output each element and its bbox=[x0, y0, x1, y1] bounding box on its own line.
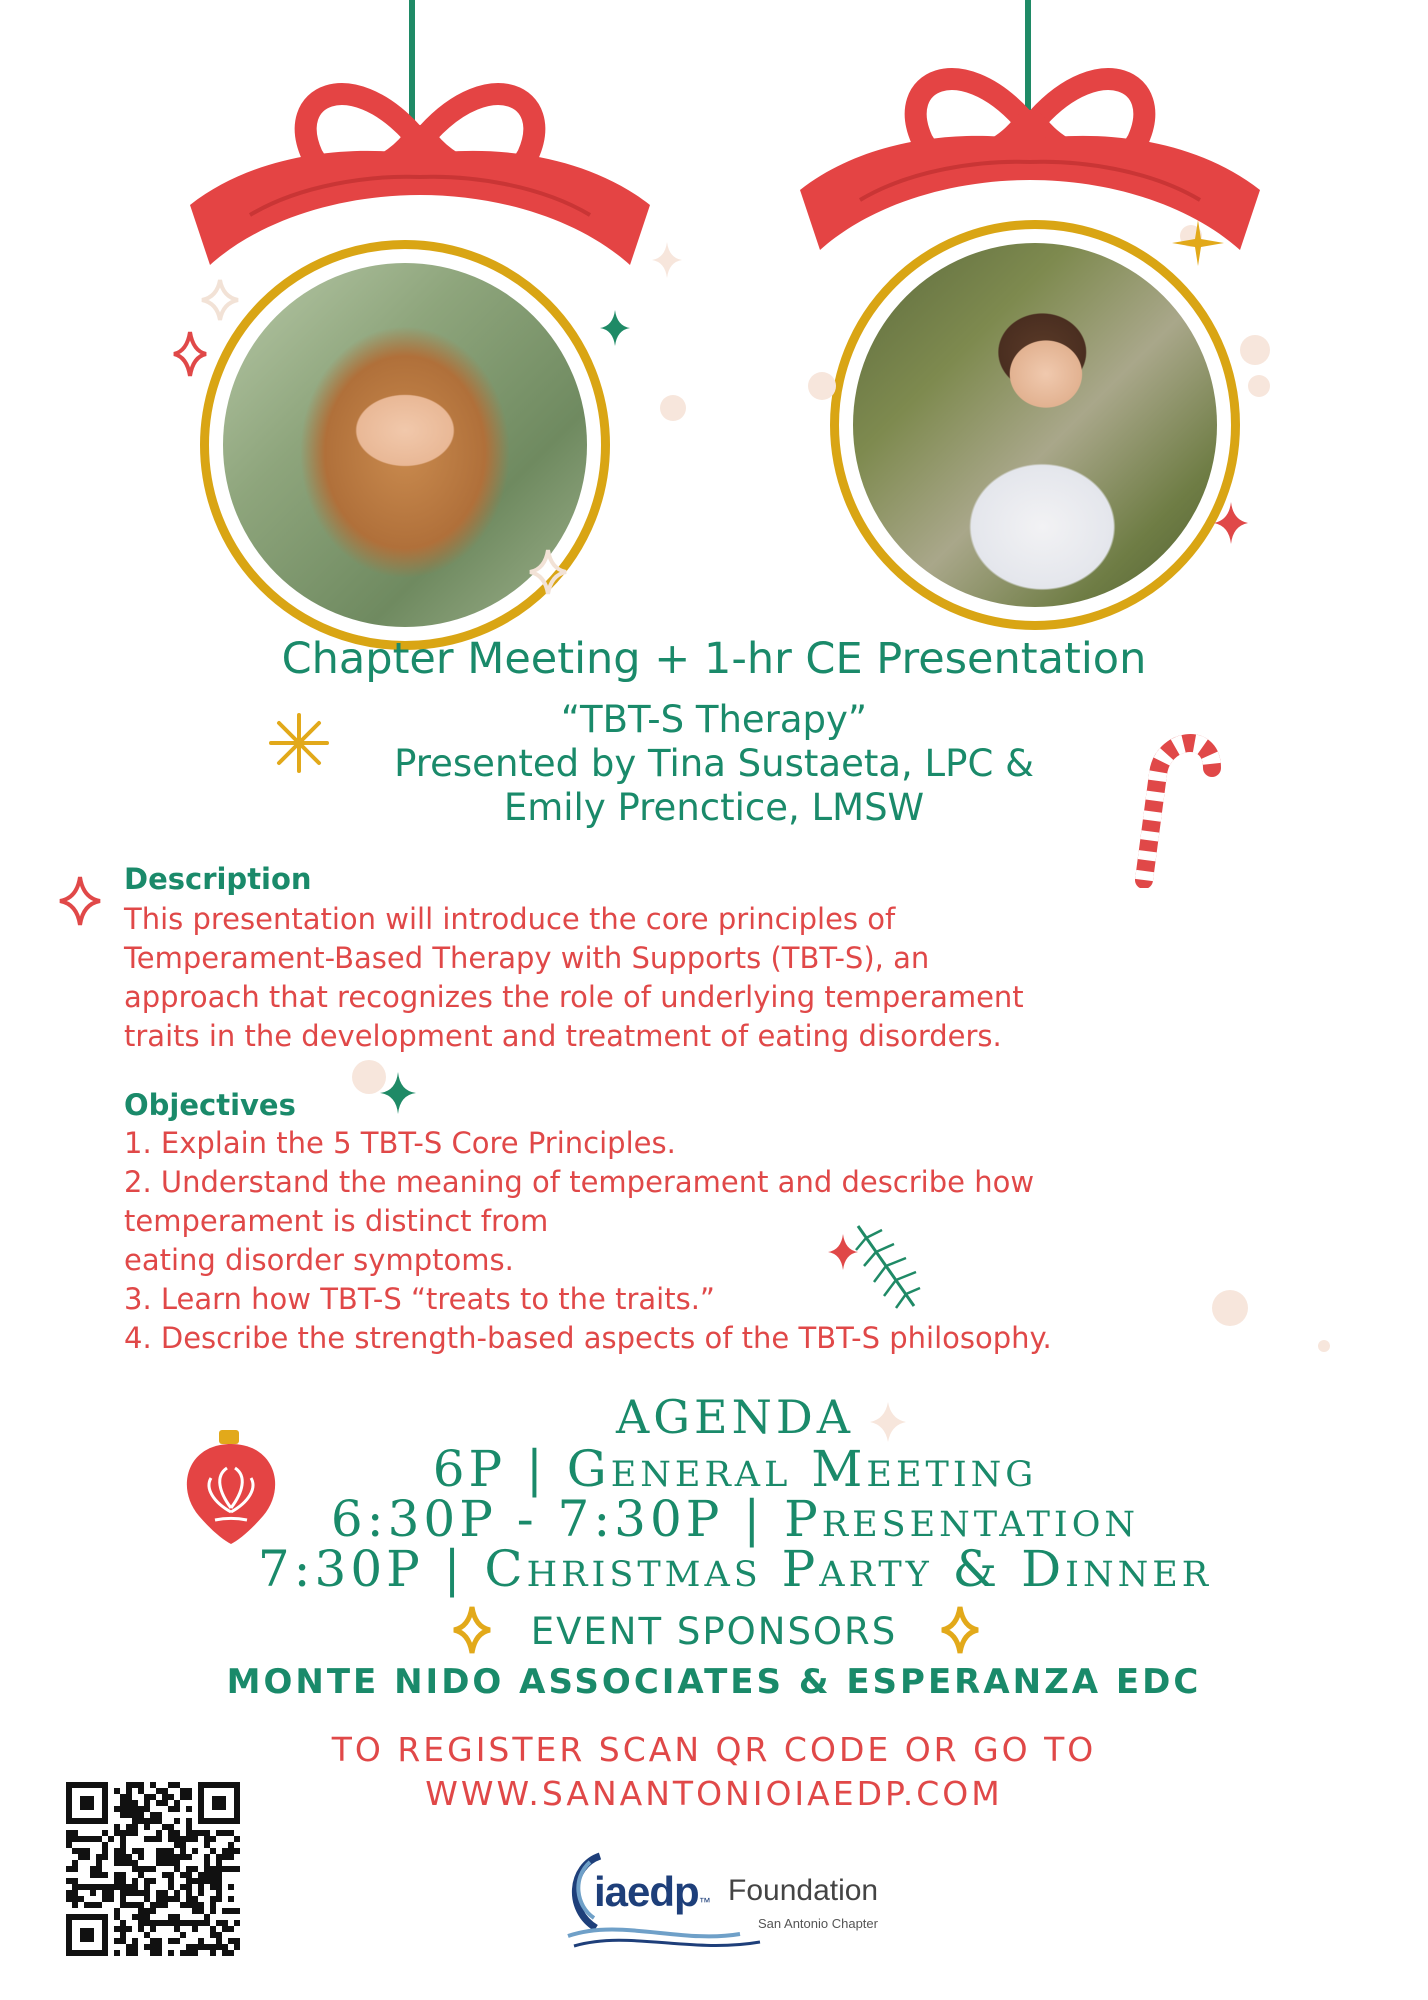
objective-line: eating disorder symptoms. bbox=[124, 1243, 514, 1277]
qr-module bbox=[174, 1818, 180, 1824]
qr-module bbox=[228, 1884, 234, 1890]
qr-module bbox=[210, 1836, 216, 1842]
agenda-item: 6:30P - 7:30P | Presentation bbox=[330, 1490, 1140, 1548]
qr-module bbox=[108, 1896, 114, 1902]
sparkle-cream-icon bbox=[650, 240, 684, 280]
qr-module bbox=[192, 1926, 198, 1932]
qr-module bbox=[168, 1950, 174, 1956]
objective-line: 3. Learn how TBT-S “treats to the traits.” bbox=[124, 1282, 715, 1316]
qr-module bbox=[150, 1866, 156, 1872]
register-url[interactable]: WWW.SANANTONIOIAEDP.COM bbox=[425, 1774, 1003, 1813]
description-line: approach that recognizes the role of underlying temperament bbox=[124, 980, 1024, 1014]
qr-module bbox=[192, 1836, 198, 1842]
decor-dot bbox=[1248, 375, 1270, 397]
qr-module bbox=[234, 1848, 240, 1854]
decor-dot bbox=[1318, 1340, 1330, 1352]
qr-module bbox=[210, 1908, 216, 1914]
qr-module bbox=[126, 1926, 132, 1932]
description-heading: Description bbox=[124, 862, 312, 896]
sparkle-gold-icon bbox=[1170, 218, 1226, 268]
qr-module bbox=[192, 1950, 198, 1956]
sponsors-heading: EVENT SPONSORS bbox=[530, 1610, 898, 1653]
qr-module bbox=[186, 1806, 192, 1812]
qr-finder bbox=[66, 1782, 108, 1824]
event-title: Chapter Meeting + 1-hr CE Presentation bbox=[281, 634, 1147, 684]
decor-dot bbox=[660, 395, 686, 421]
objective-line: temperament is distinct from bbox=[124, 1204, 549, 1238]
qr-module bbox=[102, 1854, 108, 1860]
objective-line: 2. Understand the meaning of temperament and describe how bbox=[124, 1165, 1035, 1199]
qr-module bbox=[174, 1938, 180, 1944]
qr-module bbox=[108, 1836, 114, 1842]
qr-module bbox=[138, 1854, 144, 1860]
description-body bbox=[124, 900, 1264, 1056]
qr-module bbox=[228, 1950, 234, 1956]
logo-chapter: San Antonio Chapter bbox=[758, 1916, 878, 1931]
qr-module bbox=[150, 1926, 156, 1932]
qr-module bbox=[180, 1932, 186, 1938]
qr-module bbox=[150, 1878, 156, 1884]
qr-module bbox=[228, 1854, 234, 1860]
objective-line: 1. Explain the 5 TBT-S Core Principles. bbox=[124, 1126, 676, 1160]
qr-module bbox=[72, 1902, 78, 1908]
qr-finder bbox=[66, 1914, 108, 1956]
qr-module bbox=[228, 1896, 234, 1902]
qr-module bbox=[156, 1950, 162, 1956]
qr-module bbox=[234, 1908, 240, 1914]
qr-module bbox=[174, 1806, 180, 1812]
sparkle-red-icon bbox=[172, 330, 208, 378]
sparkle-red-icon bbox=[58, 875, 102, 927]
qr-module bbox=[186, 1794, 192, 1800]
qr-module bbox=[228, 1926, 234, 1932]
qr-module bbox=[234, 1920, 240, 1926]
sponsors-names: MONTE NIDO ASSOCIATES & ESPERANZA EDC bbox=[226, 1662, 1202, 1702]
logo-wordmark: iaedp™ bbox=[594, 1868, 710, 1915]
objectives-heading: Objectives bbox=[124, 1088, 296, 1122]
qr-module bbox=[210, 1950, 216, 1956]
qr-module bbox=[72, 1866, 78, 1872]
qr-module bbox=[156, 1836, 162, 1842]
sparkle-cream-icon bbox=[200, 278, 240, 322]
description-line: This presentation will introduce the core principles of bbox=[124, 902, 896, 936]
qr-module bbox=[234, 1866, 240, 1872]
iaedp-foundation-logo bbox=[560, 1848, 900, 1958]
sparkle-green-icon bbox=[378, 1070, 418, 1116]
qr-module bbox=[192, 1848, 198, 1854]
event-topic: “TBT-S Therapy” bbox=[560, 698, 868, 741]
qr-module bbox=[216, 1896, 222, 1902]
description-line: traits in the development and treatment of eating disorders. bbox=[124, 1019, 1002, 1053]
description-line: Temperament-Based Therapy with Supports (TBT-S), an bbox=[124, 941, 930, 975]
sparkle-red-icon bbox=[1212, 500, 1250, 546]
qr-module bbox=[150, 1908, 156, 1914]
registration-qr-code[interactable] bbox=[66, 1782, 240, 1956]
qr-module bbox=[144, 1824, 150, 1830]
qr-finder bbox=[198, 1782, 240, 1824]
qr-module bbox=[114, 1950, 120, 1956]
qr-module bbox=[234, 1836, 240, 1842]
decor-dot bbox=[808, 372, 836, 400]
objective-line: 4. Describe the strength-based aspects of the TBT-S philosophy. bbox=[124, 1321, 1052, 1355]
qr-module bbox=[198, 1890, 204, 1896]
speaker-photo-right bbox=[853, 243, 1217, 607]
sparkle-green-icon bbox=[598, 308, 632, 348]
qr-module bbox=[186, 1854, 192, 1860]
qr-module bbox=[162, 1902, 168, 1908]
agenda-item: 7:30P | Christmas Party & Dinner bbox=[257, 1540, 1213, 1598]
agenda-heading: AGENDA bbox=[616, 1390, 854, 1444]
qr-module bbox=[96, 1902, 102, 1908]
register-line-1: TO REGISTER SCAN QR CODE OR GO TO bbox=[331, 1730, 1097, 1769]
qr-module bbox=[132, 1950, 138, 1956]
sparkle-cream-icon bbox=[528, 548, 568, 596]
qr-module bbox=[84, 1854, 90, 1860]
qr-module bbox=[90, 1890, 96, 1896]
agenda-item: 6P | General Meeting bbox=[432, 1440, 1038, 1498]
presenters-line-1: Presented by Tina Sustaeta, LPC & bbox=[394, 742, 1034, 785]
qr-module bbox=[102, 1872, 108, 1878]
decor-dot bbox=[1240, 335, 1270, 365]
qr-module bbox=[234, 1944, 240, 1950]
qr-module bbox=[132, 1830, 138, 1836]
logo-foundation: Foundation bbox=[728, 1874, 879, 1907]
presenters-line-2: Emily Prenctice, LMSW bbox=[503, 786, 925, 829]
objectives-body bbox=[124, 1124, 1264, 1358]
